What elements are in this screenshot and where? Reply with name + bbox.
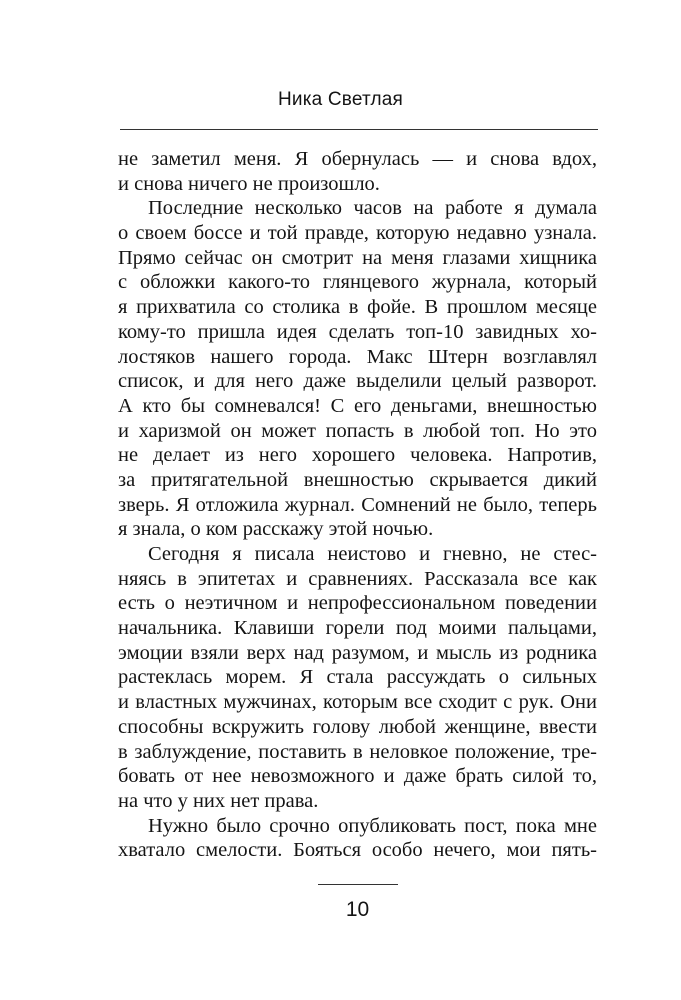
- text-line: не заметил меня. Я обернулась — и снова вдох,: [118, 148, 597, 170]
- text-line: кому-то пришла идея сделать топ-10 завидных хо-: [118, 320, 597, 343]
- text-line: есть о неэтичном и непрофессиональном поведении: [118, 592, 597, 615]
- text-line: Сегодня я писала неистово и гневно, не стес-: [148, 543, 597, 565]
- page-number: 10: [345, 898, 370, 921]
- text-line: и снова ничего не произошло.: [118, 172, 380, 195]
- text-line: хватало смелости. Бояться особо нечего, мои пять-: [118, 839, 597, 862]
- footer-rule: [318, 884, 398, 885]
- text-line: и властных мужчинах, которым все сходит с рук. Они: [118, 691, 597, 714]
- text-line: растеклась морем. Я стала рассуждать о сильных: [118, 666, 597, 689]
- text-line: не делает из него хорошего человека. Напротив,: [118, 444, 597, 467]
- text-line: бовать от нее невозможного и даже брать силой то,: [118, 765, 597, 788]
- text-line: я знала, о ком расскажу этой ночью.: [118, 518, 434, 541]
- text-line: о своем боссе и той правде, которую недавно узнала.: [118, 222, 597, 245]
- text-line: начальника. Клавиши горели под моими пальцами,: [118, 617, 597, 640]
- text-line: и харизмой он может попасть в любой топ. Но это: [118, 419, 597, 442]
- text-line: я прихватила со столика в фойе. В прошлом месяце: [118, 296, 597, 319]
- text-line: список, и для него даже выделили целый разворот.: [118, 370, 597, 393]
- text-line: эмоции взяли верх над разумом, и мысль из родника: [118, 641, 597, 664]
- text-line: А кто бы сомневался! С его деньгами, внешностью: [118, 394, 597, 417]
- text-line: Прямо сейчас он смотрит на меня глазами хищника: [118, 246, 597, 269]
- text-line: лостяков нашего города. Макс Штерн возглавлял: [118, 345, 597, 368]
- text-line: в заблуждение, поставить в неловкое положение, тре-: [118, 740, 597, 763]
- text-line: с обложки какого-то глянцевого журнала, который: [118, 271, 597, 294]
- text-line: на что у них нет права.: [118, 789, 319, 812]
- text-line: Нужно было срочно опубликовать пост, пока мне: [148, 814, 597, 837]
- text-line: няясь в эпитетах и сравнениях. Рассказала все как: [118, 567, 597, 590]
- text-line: способны вскружить голову любой женщине, ввести: [118, 715, 597, 738]
- running-head-title: Ника Светлая: [277, 89, 404, 110]
- text-line: Последние несколько часов на работе я думала: [148, 197, 597, 220]
- text-line: за притягательной внешностью скрывается дикий: [118, 468, 597, 491]
- header-rule: [120, 129, 598, 130]
- body-text: [118, 147, 597, 863]
- text-line: зверь. Я отложила журнал. Сомнений не было, теперь: [118, 493, 597, 516]
